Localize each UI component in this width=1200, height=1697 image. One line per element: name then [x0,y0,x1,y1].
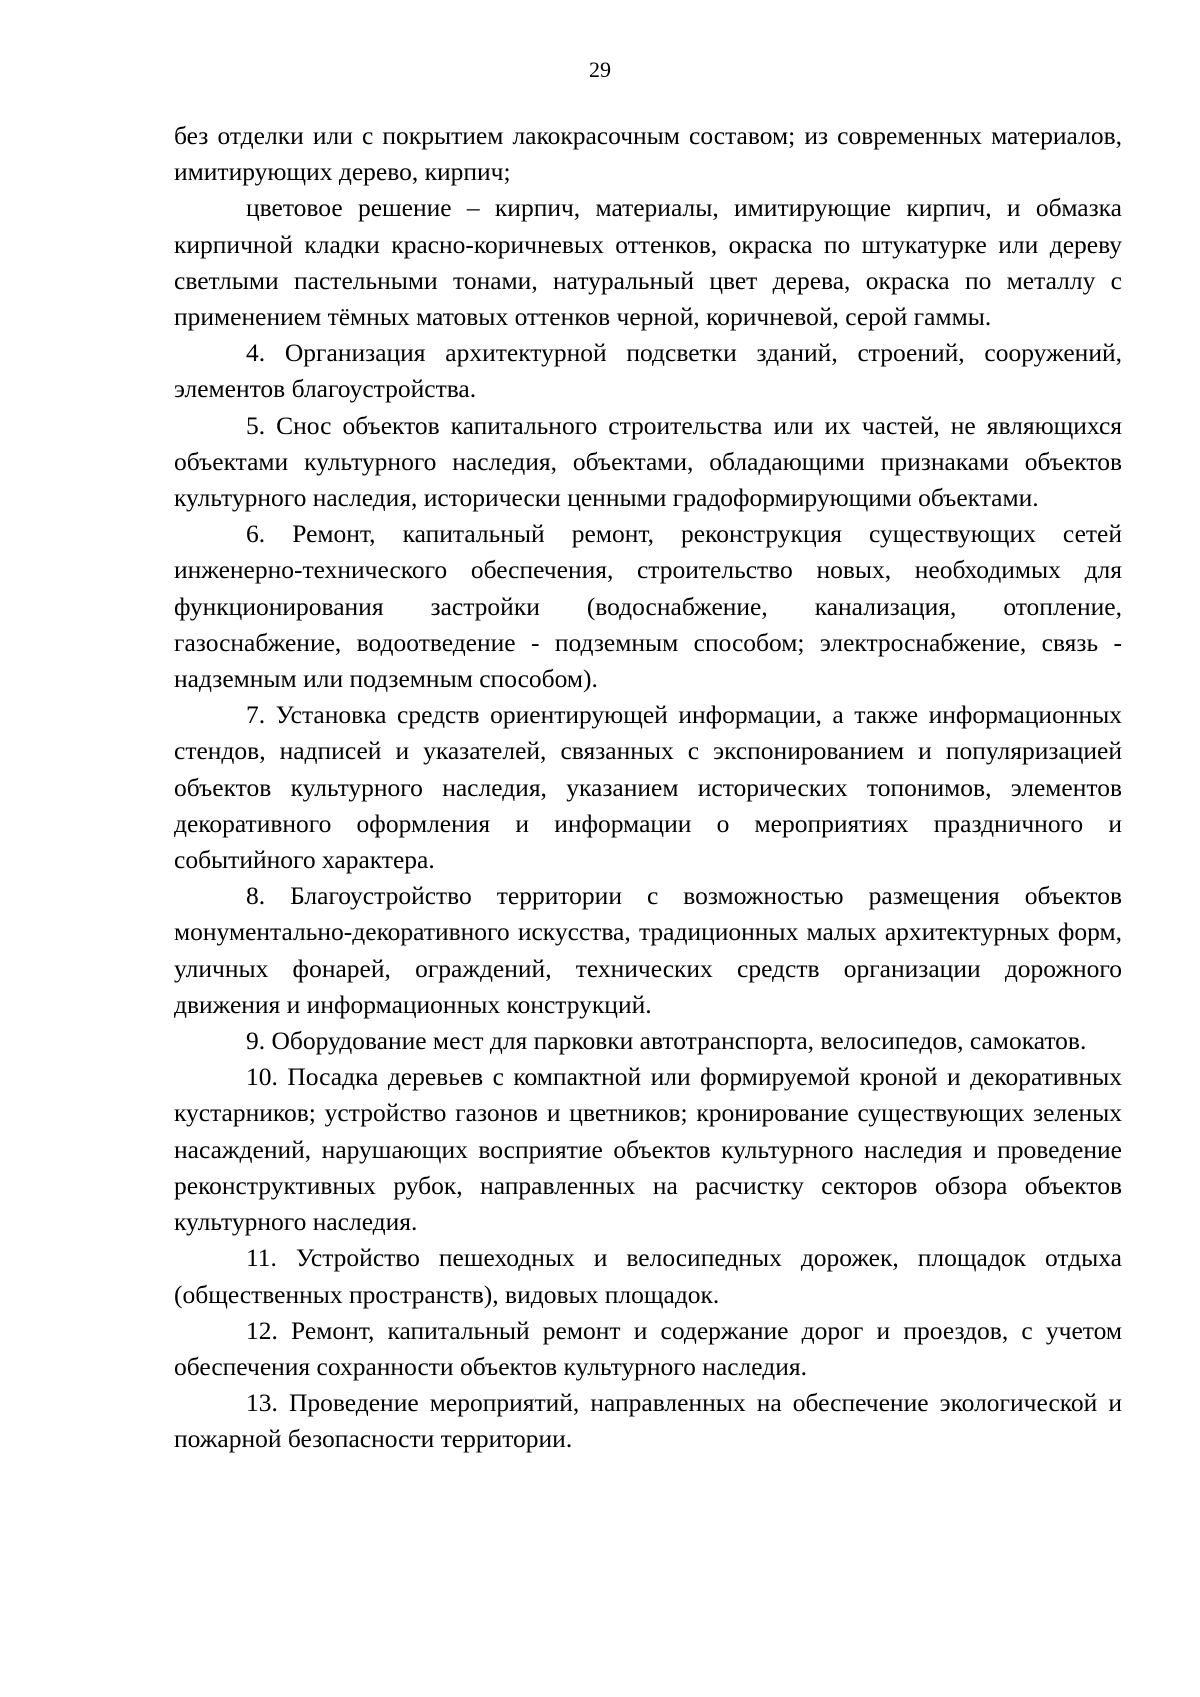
paragraph-item-5: 5. Снос объектов капитального строительства или их частей, не являющихся объектами культурного наследия, объектами, обладающими признаками объектов культурного наследия, исторически ценными градоформирующими объектами. [174,410,1122,513]
paragraph-item-13: 13. Проведение мероприятий, направленных на обеспечение экологической и пожарной безопасности территории. [174,1388,1122,1454]
paragraph-item-9: 9. Оборудование мест для парковки автотранспорта, велосипедов, самокатов. [246,1026,1087,1056]
paragraph-item-7: 7. Установка средств ориентирующей информации, а также информационных стендов, надписей и указателей, связанных с экспонированием и популяризацией объектов культурного наследия, указанием исторических топонимов, элементов декоративного оформления и информации о мероприятиях праздничного и событийного характера. [174,700,1122,875]
paragraph-item-8: 8. Благоустройство территории с возможностью размещения объектов монументально-декоративного искусства, традиционных малых архитектурных форм, уличных фонарей, ограждений, технических средств организации дорожного движения и информационных конструкций. [174,881,1122,1019]
paragraph-item-11: 11. Устройство пешеходных и велосипедных дорожек, площадок отдыха (общественных пространств), видовых площадок. [174,1243,1122,1309]
paragraph-item-6: 6. Ремонт, капитальный ремонт, реконструкция существующих сетей инженерно-технического обеспечения, строительство новых, необходимых для функционирования застройки (водоснабжение, канализация, отопление, газоснабжение, водоотведение - подземным способом; электроснабжение, связь - надземным или подземным способом). [174,519,1122,694]
paragraph-item-12: 12. Ремонт, капитальный ремонт и содержание дорог и проездов, с учетом обеспечения сохранности объектов культурного наследия. [174,1315,1122,1381]
page-number: 29 [589,57,611,82]
paragraph-color-scheme: цветовое решение – кирпич, материалы, имитирующие кирпич, и обмазка кирпичной кладки красно-коричневых оттенков, окраска по штукатурке или дереву светлыми пастельными тонами, натуральный цвет дерева, окраска по металлу с применением тёмных матовых оттенков черной, коричневой, серой гаммы. [174,193,1122,332]
paragraph-continuation: без отделки или с покрытием лакокрасочным составом; из современных материалов, имитирующих дерево, кирпич; [174,121,1122,187]
document-body [174,118,1122,1458]
paragraph-item-4: 4. Организация архитектурной подсветки зданий, строений, сооружений, элементов благоустройства. [174,338,1122,404]
paragraph-item-10: 10. Посадка деревьев с компактной или формируемой кроной и декоративных кустарников; устройство газонов и цветников; кронирование существующих зеленых насаждений, нарушающих восприятие объектов культурного наследия и проведение реконструктивных рубок, направленных на расчистку секторов обзора объектов культурного наследия. [174,1062,1122,1237]
